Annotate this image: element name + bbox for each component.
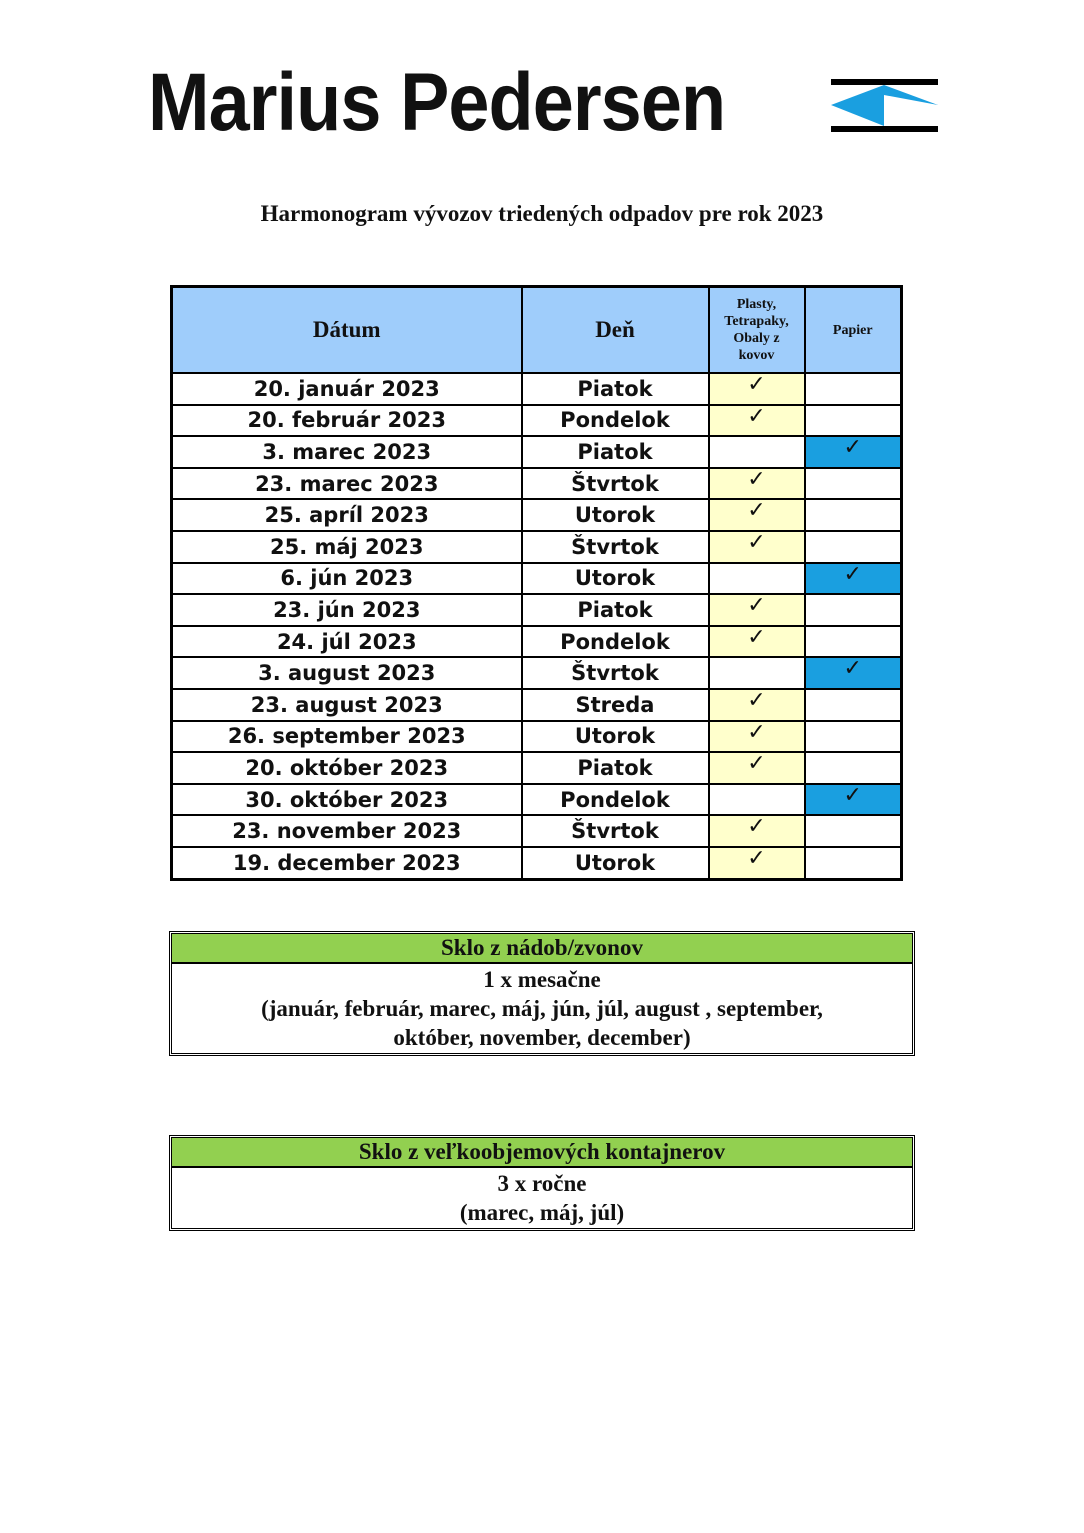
table-row (172, 499, 902, 531)
date-cell: 23. november 2023 (172, 815, 522, 847)
day-cell: Pondelok (522, 626, 709, 658)
glass-containers-months: (marec, máj, júl) (459, 1200, 625, 1225)
day-cell: Utorok (522, 847, 709, 879)
date-cell: 23. jún 2023 (172, 594, 522, 626)
plasty-check-icon: ✓ (709, 689, 805, 721)
day-cell: Štvrtok (522, 657, 709, 689)
date-cell: 19. december 2023 (172, 847, 522, 879)
papier-cell (805, 721, 902, 753)
table-row (172, 405, 902, 437)
day-cell: Utorok (522, 563, 709, 595)
plasty-check-icon: ✓ (709, 531, 805, 563)
day-cell: Utorok (522, 721, 709, 753)
plasty-cell (709, 563, 805, 595)
glass-containers-header: Sklo z veľkoobjemových kontajnerov (172, 1138, 912, 1168)
day-cell: Štvrtok (522, 815, 709, 847)
plasty-check-icon: ✓ (709, 815, 805, 847)
collection-schedule-table (170, 285, 903, 881)
plasty-check-icon: ✓ (709, 594, 805, 626)
day-column-header: Deň (522, 287, 709, 374)
papier-column-header: Papier (805, 287, 902, 374)
table-row (172, 752, 902, 784)
day-cell: Streda (522, 689, 709, 721)
papier-cell (805, 405, 902, 437)
plasty-column-header (709, 287, 805, 374)
papier-cell (805, 499, 902, 531)
day-cell: Štvrtok (522, 531, 709, 563)
plasty-check-icon: ✓ (709, 405, 805, 437)
glass-bins-header: Sklo z nádob/zvonov (172, 934, 912, 964)
table-row (172, 657, 902, 689)
plasty-header-line: Plasty, (736, 297, 777, 312)
day-cell: Piatok (522, 436, 709, 468)
papier-cell (805, 689, 902, 721)
papier-cell (805, 847, 902, 879)
date-cell: 25. máj 2023 (172, 531, 522, 563)
papier-check-icon: ✓ (805, 657, 902, 689)
date-cell: 24. júl 2023 (172, 626, 522, 658)
papier-check-icon: ✓ (805, 784, 902, 816)
glass-bins-months-line2: október, november, december) (393, 1025, 691, 1050)
day-cell: Utorok (522, 499, 709, 531)
date-cell: 26. september 2023 (172, 721, 522, 753)
table-row (172, 689, 902, 721)
papier-check-icon: ✓ (805, 436, 902, 468)
date-cell: 25. apríl 2023 (172, 499, 522, 531)
table-row (172, 815, 902, 847)
day-cell: Pondelok (522, 405, 709, 437)
plasty-check-icon: ✓ (709, 373, 805, 405)
glass-containers-frequency: 3 x ročne (497, 1171, 587, 1196)
papier-cell (805, 594, 902, 626)
plasty-cell (709, 436, 805, 468)
marius-pedersen-logo-icon (831, 79, 938, 132)
date-cell: 20. október 2023 (172, 752, 522, 784)
papier-cell (805, 531, 902, 563)
plasty-cell (709, 657, 805, 689)
glass-containers-box (169, 1135, 915, 1231)
plasty-check-icon: ✓ (709, 847, 805, 879)
table-row (172, 784, 902, 816)
papier-cell (805, 468, 902, 500)
plasty-check-icon: ✓ (709, 721, 805, 753)
glass-bins-frequency: 1 x mesačne (483, 967, 601, 992)
table-row (172, 436, 902, 468)
schedule-rows (172, 373, 902, 879)
papier-cell (805, 815, 902, 847)
table-row (172, 468, 902, 500)
papier-cell (805, 373, 902, 405)
date-cell: 6. jún 2023 (172, 563, 522, 595)
papier-check-icon: ✓ (805, 563, 902, 595)
plasty-header-line: kovov (738, 348, 775, 363)
table-row (172, 594, 902, 626)
day-cell: Pondelok (522, 784, 709, 816)
plasty-header-line: Tetrapaky, (724, 314, 789, 329)
date-cell: 30. október 2023 (172, 784, 522, 816)
plasty-check-icon: ✓ (709, 468, 805, 500)
papier-cell (805, 752, 902, 784)
date-cell: 3. marec 2023 (172, 436, 522, 468)
plasty-header-line: Obaly z (733, 331, 780, 346)
table-row (172, 563, 902, 595)
day-cell: Piatok (522, 594, 709, 626)
table-row (172, 847, 902, 879)
day-cell: Piatok (522, 373, 709, 405)
date-cell: 20. január 2023 (172, 373, 522, 405)
table-row (172, 531, 902, 563)
brand-name: Marius Pedersen (148, 57, 726, 148)
plasty-check-icon: ✓ (709, 752, 805, 784)
page-title: Harmonogram vývozov triedených odpadov pre rok 2023 (260, 201, 824, 226)
date-column-header: Dátum (172, 287, 522, 374)
day-cell: Piatok (522, 752, 709, 784)
table-row (172, 626, 902, 658)
date-cell: 3. august 2023 (172, 657, 522, 689)
papier-cell (805, 626, 902, 658)
date-cell: 20. február 2023 (172, 405, 522, 437)
date-cell: 23. marec 2023 (172, 468, 522, 500)
table-header-row (172, 287, 902, 374)
plasty-check-icon: ✓ (709, 499, 805, 531)
table-row (172, 373, 902, 405)
plasty-cell (709, 784, 805, 816)
date-cell: 23. august 2023 (172, 689, 522, 721)
glass-bins-box (169, 931, 915, 1056)
plasty-check-icon: ✓ (709, 626, 805, 658)
day-cell: Štvrtok (522, 468, 709, 500)
table-row (172, 721, 902, 753)
glass-bins-months-line1: (január, február, marec, máj, jún, júl, august , september, (261, 996, 823, 1021)
